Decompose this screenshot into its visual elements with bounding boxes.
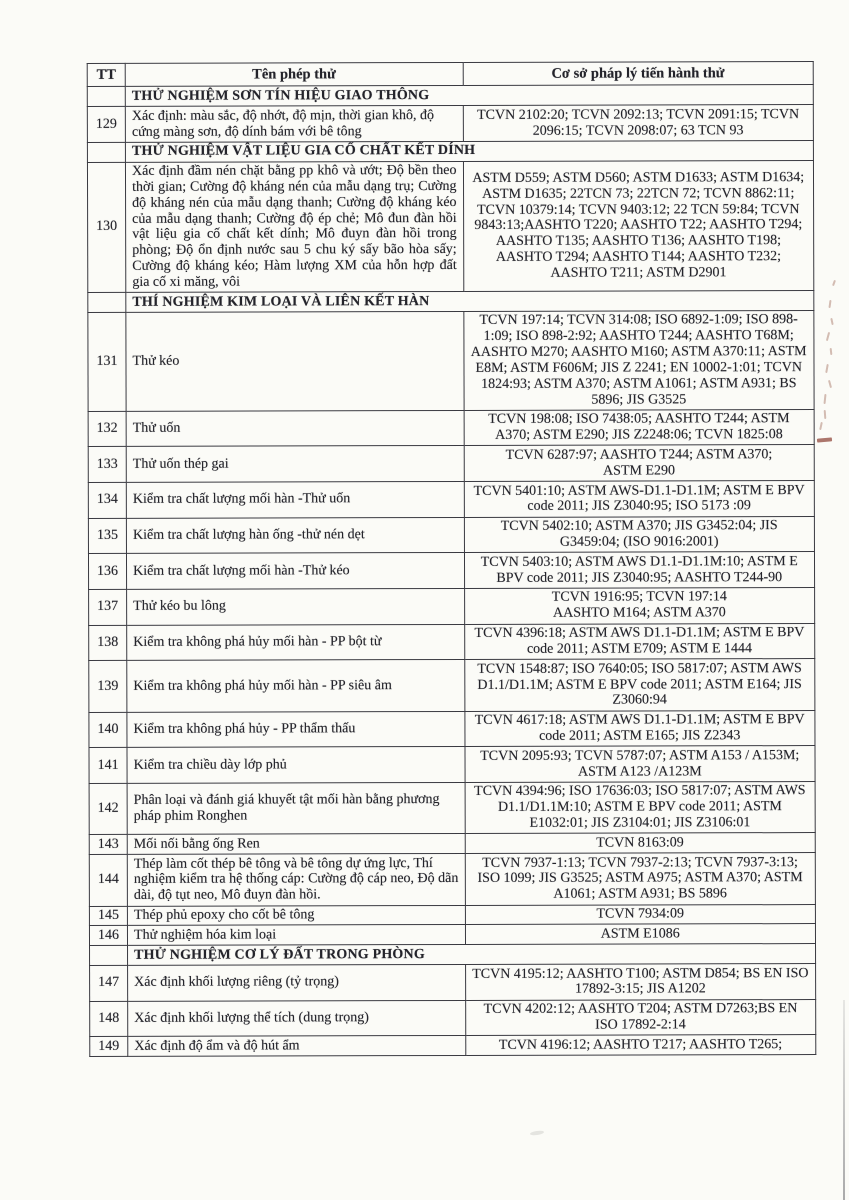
legal-basis-cell: TCVN 2102:20; TCVN 2092:13; TCVN 2091:15; TCVN 2096:15; TCVN 2098:07; 63 TCN 93 (463, 105, 814, 142)
legal-basis-cell: TCVN 5402:10; ASTM A370; JIS G3452:04; JIS G3459:04; (ISO 9016:2001) (464, 516, 815, 553)
table-row (89, 746, 815, 784)
table-row (88, 445, 814, 483)
column-header-test-name: Tên phép thử (125, 62, 463, 86)
table-row (89, 781, 815, 834)
tt-cell: 137 (89, 589, 127, 625)
legal-basis-cell: TCVN 4394:96; ISO 17636:03; ISO 5817:07; ASTM AWS D1.1/D1.1M:10; ASTM E BPV code 2011; ASTM E1032:01; JIS Z3104:01; JIS Z3106:01 (465, 781, 816, 833)
test-methods-table (87, 61, 817, 1057)
legal-basis-cell: TCVN 4195:12; AASHTO T100; ASTM D854; BS EN ISO 17892-3:15; JIS A1202 (465, 964, 816, 1001)
tt-cell: 142 (89, 783, 127, 835)
test-name-cell: Thử uốn (126, 410, 464, 447)
scan-smudge (530, 1130, 544, 1136)
test-name-cell: Thép làm cốt thép bê tông và bê tông dự ứng lực, Thí nghiệm kiểm tra hệ thống cáp: Cường độ cáp neo, Độ dãn dài, độ tụt neo, Mô đuyn đàn hồi. (127, 854, 465, 906)
table-row (89, 659, 815, 712)
tt-cell: 132 (88, 411, 126, 447)
test-name-cell: Kiểm tra chất lượng mối hàn -Thử kéo (127, 553, 465, 590)
tt-cell: 138 (89, 625, 127, 661)
table-row (88, 409, 814, 447)
legal-basis-cell: TCVN 198:08; ISO 7438:05; AASHTO T244; ASTM A370; ASTM E290; JIS Z2248:06; TCVN 1825:08 (464, 409, 815, 446)
table-row (89, 853, 815, 906)
section-row (90, 944, 816, 966)
table-row (88, 481, 814, 519)
table-row (90, 1035, 816, 1057)
test-name-cell: Thử nghiệm hóa kim loại (128, 925, 466, 946)
table-row (87, 105, 813, 143)
legal-basis-cell: TCVN 4202:12; AASHTO T204; ASTM D7263;BS EN ISO 17892-2:14 (465, 999, 816, 1036)
legal-basis-cell: TCVN 4617:18; ASTM AWS D1.1-D1.1M; ASTM E BPV code 2011; ASTM E165; JIS Z2343 (464, 710, 815, 747)
margin-handwriting-marks (817, 276, 849, 461)
test-name-cell: Xác định khối lượng thể tích (dung trọng) (128, 1000, 466, 1037)
test-name-cell: Kiểm tra không phá hủy mối hàn - PP bột từ (127, 624, 465, 661)
tt-cell: 145 (89, 906, 127, 926)
tt-cell: 140 (89, 712, 127, 748)
legal-basis-cell: TCVN 2095:93; TCVN 5787:07; ASTM A153 / A153M; ASTM A123 /A123M (464, 746, 815, 783)
test-name-cell: Kiểm tra không phá hủy mối hàn - PP siêu âm (127, 660, 465, 712)
legal-basis-cell: TCVN 1548:87; ISO 7640:05; ISO 5817:07; ASTM AWS D1.1/D1.1M; ASTM E BPV code 2011; ASTM E164; JIS Z3060:94 (464, 659, 815, 711)
legal-basis-cell: TCVN 197:14; TCVN 314:08; ISO 6892-1:09; ISO 898-1:09; ISO 898-2:92; AASHTO T244; AASHTO T68M; AASHTO M270; AASHTO M160; ASTM A370:11; ASTM E8M; ASTM F606M; JIS Z 2241; EN 10002-1:01; TCVN 1824:93; ASTM A370; ASTM A1061; ASTM A931; BS 5896; JIS G3525 (463, 310, 814, 410)
table-row (90, 999, 816, 1037)
test-name-cell: Thử uốn thép gai (126, 446, 464, 483)
test-name-cell: Thử kéo (126, 311, 464, 411)
column-header-legal-basis: Cơ sở pháp lý tiến hành thử (463, 62, 814, 86)
table-row (90, 964, 816, 1002)
legal-basis-cell: TCVN 1916:95; TCVN 197:14 AASHTO M164; ASTM A370 (464, 587, 815, 624)
legal-basis-cell: ASTM E1086 (465, 924, 816, 945)
tt-cell: 149 (90, 1037, 128, 1057)
test-name-cell: Thử kéo bu lông (127, 588, 465, 625)
tt-cell: 130 (87, 162, 125, 293)
test-name-cell: Xác định đầm nén chặt bằng pp khô và ướt; Độ bền theo thời gian; Cường độ kháng nén của mẫu dạng trụ; Cường độ kháng nén của mẫu dạng thanh; Cường độ kháng kéo của mẫu dạng thanh; Cường độ ép chẻ; Mô đun đàn hồi vật liệu gia cố chất kết dính; Mô đuyn đàn hồi trong phòng; Độ ổn định nước sau 5 chu ký sấy bão hòa sấy; Cường độ kháng kéo; Hàm lượng XM của hỗn hợp đất gia cố xi măng, vôi (126, 161, 464, 292)
table-row (89, 833, 815, 855)
tt-cell: 129 (87, 107, 125, 143)
test-name-cell: Kiểm tra chất lượng mối hàn -Thử uốn (126, 482, 464, 519)
table-row (89, 587, 815, 625)
legal-basis-cell: TCVN 5403:10; ASTM AWS D1.1-D1.1M:10; ASTM E BPV code 2011; JIS Z3040:95; AASHTO T244-90 (464, 552, 815, 589)
test-name-cell: Phân loại và đánh giá khuyết tật mối hàn bằng phương pháp phim Ronghen (127, 782, 465, 834)
tt-cell: 133 (88, 447, 126, 483)
tt-cell (87, 142, 125, 162)
tt-cell: 147 (90, 965, 128, 1001)
legal-basis-cell: TCVN 7937-1:13; TCVN 7937-2:13; TCVN 7937-3:13; ISO 1099; JIS G3525; ASTM A975; ASTM A370; ASTM A1061; ASTM A931; BS 5896 (465, 853, 816, 905)
header-row (87, 62, 813, 87)
table-row (88, 552, 814, 590)
table-body (87, 85, 816, 1057)
table-row (89, 904, 815, 926)
legal-basis-cell: TCVN 5401:10; ASTM AWS-D1.1-D1.1M; ASTM E BPV code 2011; JIS Z3040:95; ISO 5173 :09 (464, 481, 815, 518)
tt-cell: 146 (89, 926, 127, 946)
tt-cell: 141 (89, 748, 127, 784)
tt-cell (90, 946, 128, 966)
test-name-cell: Thép phủ epoxy cho cốt bê tông (127, 905, 465, 926)
table-row (89, 710, 815, 748)
tt-cell (88, 292, 126, 312)
table-row (87, 160, 813, 292)
test-name-cell: Mối nối bằng ống Ren (127, 834, 465, 855)
tt-cell: 135 (88, 518, 126, 554)
section-label: THÍ NGHIỆM KIM LOẠI VÀ LIÊN KẾT HÀN (126, 291, 814, 313)
column-header-tt: TT (87, 63, 125, 86)
tt-cell: 134 (88, 482, 126, 518)
table-row (88, 310, 814, 411)
tt-cell: 148 (90, 1001, 128, 1037)
tt-cell (87, 87, 125, 107)
section-label: THỬ NGHIỆM SƠN TÍN HIỆU GIAO THÔNG (125, 85, 813, 107)
test-name-cell: Kiểm tra chiều dày lớp phủ (127, 747, 465, 784)
tt-cell: 139 (89, 661, 127, 713)
legal-basis-cell: TCVN 4396:18; ASTM AWS D1.1-D1.1M; ASTM E BPV code 2011; ASTM E709; ASTM E 1444 (464, 623, 815, 660)
table-row (89, 623, 815, 661)
legal-basis-cell: TCVN 8163:09 (465, 833, 816, 854)
test-name-cell: Xác định độ ẩm và độ hút ẩm (128, 1036, 466, 1057)
table-header (87, 62, 813, 87)
table-row (88, 516, 814, 554)
legal-basis-cell: TCVN 6287:97; AASHTO T244; ASTM A370; ASTM E290 (464, 445, 815, 482)
tt-cell: 131 (88, 312, 126, 411)
test-name-cell: Kiểm tra không phá hủy - PP thẩm thấu (127, 711, 465, 748)
legal-basis-cell: TCVN 7934:09 (465, 904, 816, 925)
test-name-cell: Kiểm tra chất lượng hàn ống -thử nén dẹt (126, 517, 464, 554)
section-label: THỬ NGHIỆM VẬT LIỆU GIA CỐ CHẤT KẾT DÍNH (125, 140, 813, 162)
test-name-cell: Xác định khối lượng riêng (tỷ trọng) (128, 964, 466, 1001)
test-name-cell: Xác định: màu sắc, độ nhớt, độ mịn, thời gian khô, độ cứng màng sơn, độ dính bám với bê tông (125, 106, 463, 143)
scan-edge-line (843, 1000, 845, 1200)
section-row (88, 291, 814, 313)
tt-cell: 143 (89, 835, 127, 855)
table-row (89, 924, 815, 946)
tt-cell: 136 (88, 554, 126, 590)
section-row (87, 85, 813, 107)
section-label: THỬ NGHIỆM CƠ LÝ ĐẤT TRONG PHÒNG (128, 944, 816, 966)
legal-basis-cell: TCVN 4196:12; AASHTO T217; AASHTO T265; (465, 1035, 816, 1056)
tt-cell: 144 (89, 854, 127, 906)
section-row (87, 140, 813, 162)
legal-basis-cell: ASTM D559; ASTM D560; ASTM D1633; ASTM D1634; ASTM D1635; 22TCN 73; 22TCN 72; TCVN 8862:11; TCVN 10379:14; TCVN 9403:12; 22 TCN 59:84; TCVN 9843:13;AASHTO T220; AASHTO T22; AASHTO T294; AASHTO T135; AASHTO T136; AASHTO T198; AASHTO T294; AASHTO T144; AASHTO T232; AASHTO T211; ASTM D2901 (463, 160, 814, 291)
